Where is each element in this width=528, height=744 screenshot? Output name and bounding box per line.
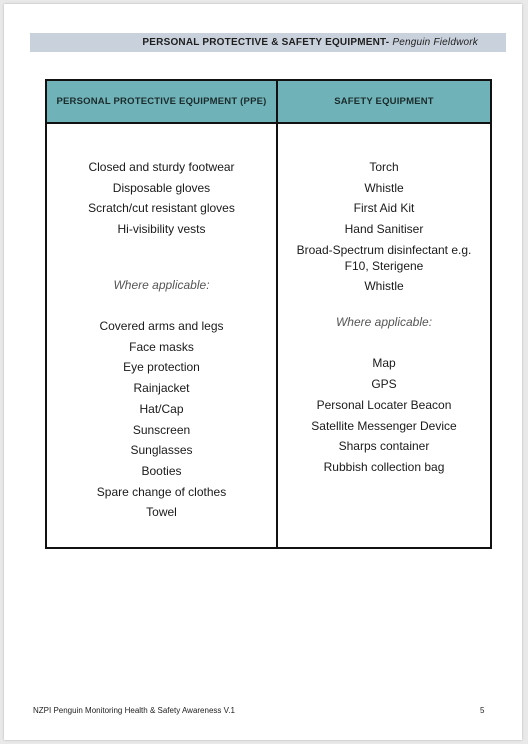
list-item: Spare change of clothes — [96, 484, 227, 499]
list-item: Sunscreen — [132, 422, 191, 437]
section-banner — [30, 33, 506, 52]
list-item: Whistle — [364, 279, 404, 294]
list-item: Eye protection — [123, 360, 200, 375]
list-item: Disposable gloves — [112, 180, 211, 195]
safety-where-applicable-label: Where applicable: — [335, 315, 433, 330]
list-item: Whistle — [364, 180, 404, 195]
ppe-column — [47, 124, 278, 547]
table-header-row — [47, 81, 490, 124]
header-safety: SAFETY EQUIPMENT — [334, 96, 434, 107]
ppe-where-list — [47, 318, 276, 520]
banner-subtitle: Penguin Fieldwork — [392, 37, 478, 48]
list-item: Rainjacket — [133, 381, 190, 396]
document-page — [4, 4, 522, 740]
banner-title: PERSONAL PROTECTIVE & SAFETY EQUIPMENT- — [142, 37, 390, 48]
safety-list — [278, 159, 490, 294]
list-item: Hand Sanitiser — [344, 222, 424, 237]
list-item: Map — [372, 356, 396, 371]
list-item: Torch — [369, 160, 399, 174]
list-item: Sharps container — [338, 439, 430, 454]
list-item: Towel — [146, 505, 177, 520]
footer-page-number: 5 — [480, 706, 485, 715]
safety-column — [278, 124, 490, 547]
list-item: Covered arms and legs — [99, 319, 224, 334]
table-body — [47, 124, 490, 547]
list-item: Rubbish collection bag — [323, 459, 445, 474]
list-item: Hi-visibility vests — [117, 222, 206, 237]
ppe-where-applicable-label: Where applicable: — [113, 278, 210, 293]
footer-doc-title: NZPI Penguin Monitoring Health & Safety Awareness V.1 — [33, 706, 235, 715]
list-item: Personal Locater Beacon — [316, 397, 452, 412]
list-item: First Aid Kit — [353, 201, 415, 216]
list-item: Satellite Messenger Device — [311, 418, 457, 433]
list-item: Scratch/cut resistant gloves — [88, 201, 235, 216]
list-item: Broad-Spectrum disinfectant e.g. F10, Sterigene — [296, 242, 472, 273]
header-ppe: PERSONAL PROTECTIVE EQUIPMENT (PPE) — [47, 81, 278, 122]
safety-where-list — [278, 355, 490, 474]
list-item: Booties — [141, 463, 182, 478]
list-item: Sunglasses — [130, 443, 193, 458]
list-item: Hat/Cap — [139, 401, 184, 416]
equipment-table — [45, 79, 492, 549]
list-item: GPS — [371, 377, 397, 392]
ppe-list — [47, 159, 276, 237]
list-item: Face masks — [129, 339, 194, 354]
list-item: Closed and sturdy footwear — [88, 160, 235, 174]
